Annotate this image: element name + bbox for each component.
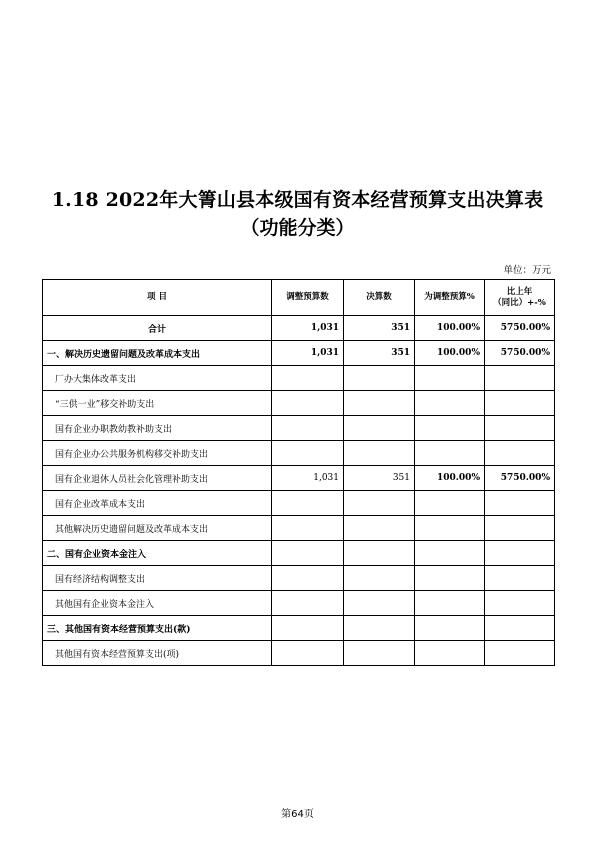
row-final-account [344, 591, 415, 616]
table-row [43, 616, 555, 641]
header-pct-of-budget: 为调整预算% [415, 280, 485, 316]
table-row [43, 341, 555, 366]
table-row [43, 591, 555, 616]
header-yoy [485, 280, 555, 316]
row-yoy [485, 391, 555, 416]
row-name: 其他国有资本经营预算支出(项) [43, 641, 272, 666]
row-pct-of-budget [415, 516, 485, 541]
row-pct-of-budget: 100.00% [415, 466, 485, 491]
row-name: 其他解决历史遗留问题及改革成本支出 [43, 516, 272, 541]
table-row [43, 516, 555, 541]
row-final-account [344, 441, 415, 466]
table-row [43, 491, 555, 516]
row-yoy [485, 541, 555, 566]
row-yoy [485, 591, 555, 616]
row-final-account [344, 491, 415, 516]
row-final-account: 351 [344, 316, 415, 341]
page-title: 1.18 2022年大箐山县本级国有资本经营预算支出决算表 [51, 189, 544, 211]
header-adjusted-budget: 调整预算数 [272, 280, 344, 316]
table-header-row [43, 280, 555, 316]
header-yoy-line1: 比上年 [506, 286, 533, 297]
row-name: 国有企业办职教幼教补助支出 [43, 416, 272, 441]
row-name: 厂办大集体改革支出 [43, 366, 272, 391]
header-item: 项 目 [43, 280, 272, 316]
row-final-account [344, 391, 415, 416]
row-adjusted-budget [272, 616, 344, 641]
page-number: 第64页 [281, 809, 314, 820]
row-final-account [344, 566, 415, 591]
header-final-account: 决算数 [344, 280, 415, 316]
row-pct-of-budget [415, 391, 485, 416]
row-yoy: 5750.00% [485, 316, 555, 341]
row-name: 合计 [43, 316, 272, 341]
row-adjusted-budget [272, 566, 344, 591]
row-yoy [485, 416, 555, 441]
row-name: “三供一业”移交补助支出 [43, 391, 272, 416]
table-row [43, 566, 555, 591]
row-adjusted-budget [272, 541, 344, 566]
row-final-account [344, 541, 415, 566]
table-row [43, 641, 555, 666]
table-row [43, 416, 555, 441]
row-pct-of-budget: 100.00% [415, 316, 485, 341]
row-name: 三、其他国有资本经营预算支出(款) [43, 616, 272, 641]
row-adjusted-budget [272, 641, 344, 666]
row-pct-of-budget [415, 541, 485, 566]
row-pct-of-budget [415, 616, 485, 641]
row-pct-of-budget [415, 591, 485, 616]
row-adjusted-budget [272, 491, 344, 516]
row-pct-of-budget: 100.00% [415, 341, 485, 366]
row-adjusted-budget: 1,031 [272, 316, 344, 341]
table-row [43, 466, 555, 491]
row-adjusted-budget [272, 516, 344, 541]
row-final-account: 351 [344, 466, 415, 491]
row-adjusted-budget: 1,031 [272, 466, 344, 491]
row-yoy [485, 516, 555, 541]
row-yoy [485, 441, 555, 466]
row-final-account [344, 366, 415, 391]
budget-table [42, 279, 555, 666]
header-yoy-line2: （同比）+-% [493, 297, 546, 308]
row-yoy: 5750.00% [485, 466, 555, 491]
table-row [43, 366, 555, 391]
row-pct-of-budget [415, 566, 485, 591]
row-adjusted-budget [272, 366, 344, 391]
row-name: 二、国有企业资本金注入 [43, 541, 272, 566]
row-yoy [485, 616, 555, 641]
row-name: 国有企业改革成本支出 [43, 491, 272, 516]
row-name: 其他国有企业资本金注入 [43, 591, 272, 616]
row-name: 国有经济结构调整支出 [43, 566, 272, 591]
row-final-account [344, 516, 415, 541]
row-pct-of-budget [415, 441, 485, 466]
row-pct-of-budget [415, 366, 485, 391]
row-adjusted-budget: 1,031 [272, 341, 344, 366]
page-subtitle: （功能分类） [240, 217, 355, 239]
row-pct-of-budget [415, 416, 485, 441]
row-name: 国有企业退休人员社会化管理补助支出 [43, 466, 272, 491]
row-yoy: 5750.00% [485, 341, 555, 366]
row-adjusted-budget [272, 591, 344, 616]
table-row [43, 441, 555, 466]
row-final-account [344, 641, 415, 666]
row-adjusted-budget [272, 391, 344, 416]
row-final-account: 351 [344, 341, 415, 366]
row-name: 国有企业办公共服务机构移交补助支出 [43, 441, 272, 466]
row-final-account [344, 416, 415, 441]
row-adjusted-budget [272, 441, 344, 466]
table-row [43, 391, 555, 416]
row-adjusted-budget [272, 416, 344, 441]
table-row [43, 541, 555, 566]
row-final-account [344, 616, 415, 641]
row-yoy [485, 491, 555, 516]
row-pct-of-budget [415, 491, 485, 516]
row-yoy [485, 641, 555, 666]
table-row-total [43, 316, 555, 341]
row-pct-of-budget [415, 641, 485, 666]
row-yoy [485, 566, 555, 591]
row-name: 一、解决历史遗留问题及改革成本支出 [43, 341, 272, 366]
unit-label: 单位：万元 [503, 265, 551, 276]
row-yoy [485, 366, 555, 391]
